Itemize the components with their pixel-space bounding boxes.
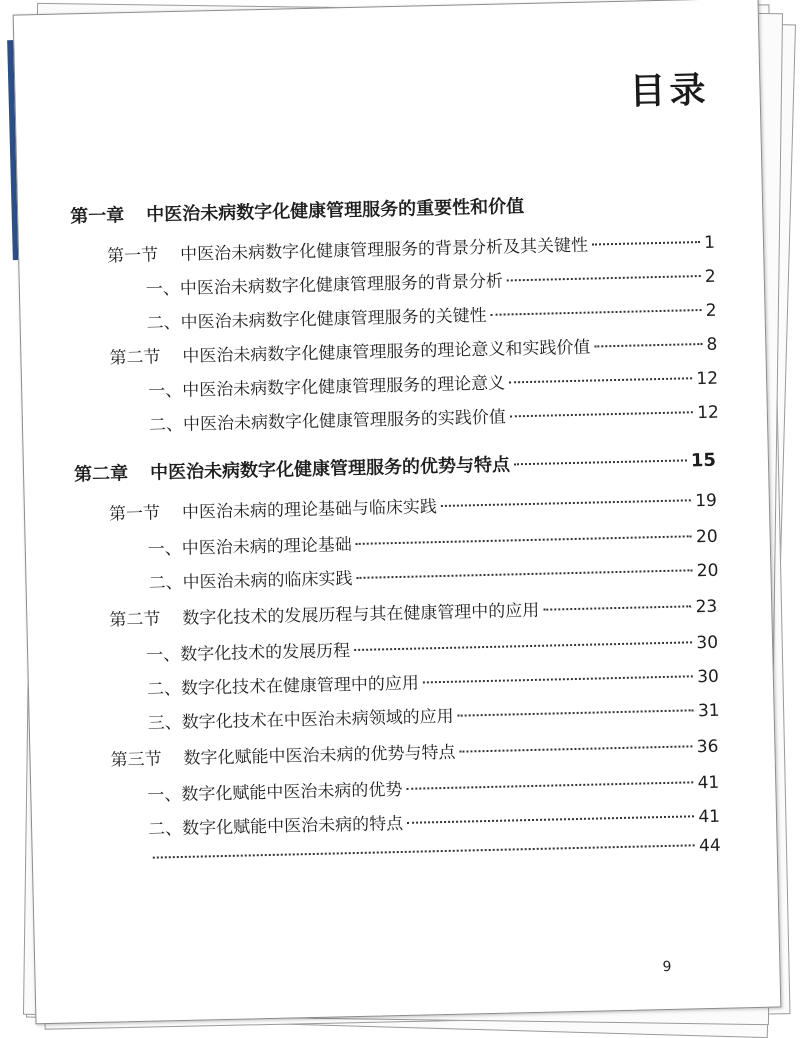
page-ref: 23 (695, 596, 718, 618)
leader-dots (356, 569, 692, 579)
leader-dots (354, 641, 692, 651)
item-title: 二、数字化技术在健康管理中的应用 (146, 673, 420, 700)
leader-dots (491, 309, 702, 316)
chapter-title: 中医治未病数字化健康管理服务的重要性和价值 (145, 196, 525, 226)
section-title: 数字化赋能中医治未病的优势与特点 (183, 742, 456, 769)
toc-item[interactable] (147, 768, 719, 806)
item-title: 三、数字化技术在中医治未病领域的应用 (147, 706, 454, 734)
toc-item[interactable] (147, 696, 719, 734)
page-ref: 12 (696, 368, 719, 390)
chapter-number: 第二章 (73, 463, 129, 486)
item-title: 一、数字化赋能中医治未病的优势 (147, 779, 403, 806)
page-ref: 2 (705, 300, 717, 321)
toc-chapter[interactable] (70, 192, 540, 229)
page-ref: 36 (696, 736, 719, 758)
item-title: 二、中医治未病数字化健康管理服务的关键性 (146, 305, 487, 334)
leader-dots (510, 411, 693, 417)
item-title: 一、中医治未病数字化健康管理服务的理论意义 (148, 373, 506, 402)
page-ref: 20 (696, 560, 719, 582)
leader-dots (514, 459, 687, 465)
toc-section[interactable] (109, 486, 717, 525)
section-title: 中医治未病数字化健康管理服务的背景分析及其关键性 (179, 235, 589, 265)
toc-item[interactable] (148, 802, 720, 840)
section-title: 中医治未病数字化健康管理服务的理论意义和实践价值 (182, 337, 591, 367)
item-title: 二、中医治未病的临床实践 (148, 569, 353, 594)
toc-section[interactable] (107, 228, 715, 267)
page-ref: 8 (706, 334, 718, 355)
leader-dots (592, 241, 700, 245)
leader-dots (423, 675, 693, 683)
leader-dots (543, 605, 691, 610)
page-ref: 30 (696, 632, 719, 654)
chapter-title: 中医治未病数字化健康管理服务的优势与特点 (149, 454, 511, 484)
leader-dots (458, 709, 694, 716)
item-title: 一、中医治未病的理论基础 (147, 535, 352, 560)
toc-section[interactable] (109, 592, 717, 631)
section-number: 第一节 (106, 245, 159, 267)
section-number: 第一节 (108, 503, 161, 525)
toc-section[interactable] (110, 732, 718, 771)
section-number: 第二节 (109, 347, 161, 369)
leader-dots (507, 275, 701, 281)
page-number: 9 (662, 958, 672, 976)
toc-item[interactable] (149, 398, 719, 436)
toc-item[interactable] (146, 296, 716, 334)
leader-dots (441, 499, 691, 507)
page-ref: 2 (704, 266, 716, 287)
page-ref: 19 (694, 490, 718, 512)
toc-item[interactable] (146, 628, 718, 666)
leader-dots (407, 815, 694, 824)
section-number: 第三节 (110, 749, 162, 771)
leader-dots (509, 377, 692, 383)
page-ref: 15 (690, 449, 717, 472)
page-ref: 20 (695, 526, 718, 548)
item-title: 二、数字化赋能中医治未病的特点 (147, 813, 404, 840)
toc-list (14, 0, 781, 1023)
toc-page (13, 0, 782, 1024)
toc-section[interactable] (109, 330, 717, 369)
toc-item[interactable] (146, 262, 716, 300)
page-ref: 1 (703, 232, 716, 253)
page-title: 目录 (629, 69, 711, 113)
item-title: 一、中医治未病数字化健康管理服务的背景分析 (145, 271, 504, 300)
toc-item[interactable] (147, 662, 719, 700)
item-title: 二、中医治未病数字化健康管理服务的实践价值 (148, 407, 507, 436)
leader-dots (459, 745, 692, 752)
leader-dots (356, 535, 692, 545)
toc-item[interactable] (148, 556, 718, 594)
page-ref: 30 (696, 666, 720, 688)
page-ref: 44 (698, 835, 721, 857)
section-number: 第二节 (109, 609, 161, 631)
toc-item[interactable] (149, 836, 721, 869)
item-title: 一、数字化技术的发展历程 (145, 641, 351, 666)
chapter-number: 第一章 (70, 205, 125, 228)
toc-item[interactable] (148, 364, 718, 402)
leader-dots (406, 781, 693, 790)
page-ref: 41 (697, 772, 720, 794)
toc-item[interactable] (147, 522, 717, 560)
section-title: 中医治未病的理论基础与临床实践 (181, 497, 438, 523)
page-ref: 31 (697, 700, 720, 722)
leader-dots (594, 343, 702, 347)
page-ref: 41 (698, 806, 721, 828)
leader-dots (153, 844, 695, 858)
toc-chapter[interactable] (74, 446, 716, 487)
section-title: 数字化技术的发展历程与其在健康管理中的应用 (182, 600, 540, 629)
page-ref: 12 (696, 402, 720, 424)
